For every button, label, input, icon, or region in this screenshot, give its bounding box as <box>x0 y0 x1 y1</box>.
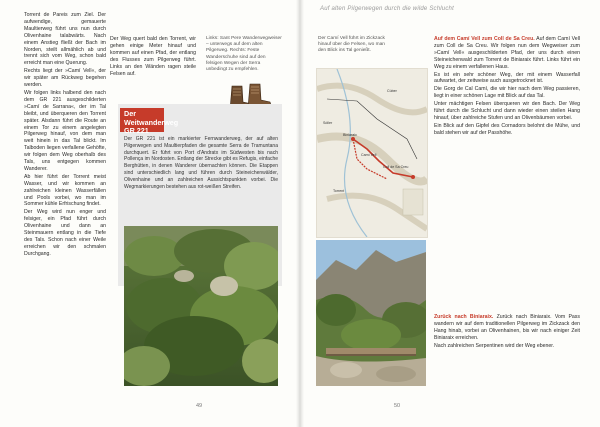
paragraph: Die Gorg de Cal Camí, die wir hier nach dem Weg passieren, liegt in einer schönen Lage mit Blick auf das Tal. <box>434 86 580 100</box>
mountain-bridge-photo <box>316 240 426 386</box>
page-number-right: 50 <box>394 403 401 409</box>
paragraph-body: Auf dem Camí Vell zum Coll de Sa Creu. Wir folgen nun dem Wegweiser zum »Camí Vell« ausgeschilderten Pfad, der uns durch einen Steineichenwald zum Torrent de Biniaraix führt. Links führt ein Weg zu einem verfallenen Haus. <box>434 36 580 70</box>
paragraph: Nach zahlreichen Serpentinen wird der Weg ebener. <box>434 342 555 349</box>
paragraph <box>434 314 580 342</box>
paragraph: Rechts liegt der »Camí Vell«, der wir später am Rückweg begehen werden. <box>24 68 106 89</box>
paragraph <box>434 36 580 71</box>
book-gutter <box>296 0 304 427</box>
map-label: Cúber <box>387 89 397 93</box>
section-heading: Auf dem Camí Vell zum Coll de Sa Creu. <box>434 36 535 42</box>
paragraph: Unter mächtigen Felsen überqueren wir den Bach. Der Weg führt durch die Schlucht und dann wieder einen steilen Hang hinauf, über zahlreiche Stufen und an Olivenbäumen vorbei. <box>434 101 580 121</box>
page-number-left: 49 <box>196 403 203 409</box>
info-box-title-line1: Der Weitwanderweg <box>124 109 179 127</box>
paragraph: Torrent de Pareis zum Ziel. Der aufwendige, gemauerte Maultierweg führt uns nun durch Olivenhaine talabwärts. Nach einem Anstieg fließt der Bach im Norden, steilt allmählich ab und trennt sich vom Weg, schon bald erreicht man eine Querung. <box>24 12 106 67</box>
info-box-title-line2: GR 221 <box>124 126 149 136</box>
left-column-2-top <box>110 36 196 102</box>
paragraph: Ein Blick auf den Gipfel des Cornadors belohnt die Mühe, und bald stehen wir auf der Passhöhe. <box>434 122 580 136</box>
paragraph: Ab hier führt der Torrent meist Wasser, und wir kommen an zahlreichen kleinen Wasserfällen und Pools vorbei, wo man im Sommer kühle Erfrischung findet. <box>24 173 106 208</box>
paragraph-body: Zurück nach Biniaraix. Vom Pass wandern wir auf dem traditionellen Pilgerweg im Zickzack den Hang hinab, vorbei an Olivenhainen, bis wir nach einiger Zeit Biniaraix erreichen. <box>434 314 580 341</box>
paragraph: Wir folgen links halbend den nach dem GR 221 ausgeschilderten »Camí de Sarrana«, der im Tal bleibt, und überqueren den Torrent später. Alsdann führt die Route an einem Tor zu einem angelegten Pilgerweg hinauf, von dem man weit hinein in das Tal blickt. Im Talboden liegen verfallene Gehöfte, wir folgen dem Weg oberhalb des Tals, uns entgegen kommen Wanderer. <box>24 89 106 172</box>
info-box-title <box>120 108 179 136</box>
running-header: Auf alten Pilgerwegen durch die wilde Schlucht <box>320 6 454 12</box>
right-column-bottom <box>434 314 580 406</box>
map-label: Biniaraix <box>343 133 357 137</box>
paragraph: Der Weg quert bald den Torrent, wir gehen einige Meter hinauf und kommen auf einen Pfad, der entlang des Flusses zum Pilgerweg führt. Links an den Wänden ragen steile Felsen auf. <box>110 36 196 77</box>
boots-caption: Links: Sant Pere Wanderwegweiser – unterwegs auf dem alten Pilgerweg. Rechts: Feste Wanderschuhe sind auf den felsigen Wegen der Serra unbedingt zu empfehlen. <box>206 36 282 73</box>
left-column-1 <box>24 12 106 404</box>
map-label: Coll de Sa Creu <box>383 165 409 169</box>
paragraph: Der Weg wird nun enger und felsiger, ein Pfad führt durch Olivenhaine und dann an Steinmauern entlang in die Tiefe des Tals. Schon nach einer Weile erreichen wir den schmalen Durchgang. <box>24 209 106 257</box>
info-box-body: Der GR 221 ist ein markierter Fernwanderweg, der auf alten Pilgerwegen und Maultierpfaden die gesamte Serra de Tramuntana durchquert. Er führt von Port d'Andratx im Südwesten bis nach Pollença im Nordosten. Entlang der Strecke gibt es Refugis, einfache Berghütten, in denen Wanderer übernachten können. Die Etappen sind unterschiedlich lang und führen durch Steineichenwälder, Olivenhaine und an zahlreichen Aussichtspunkten vorbei. Die Wegmarkierungen bestehen aus rot-weißen Streifen. <box>124 136 278 190</box>
valley-vegetation-photo <box>124 226 278 386</box>
right-column-top <box>434 36 580 238</box>
map-label: Sóller <box>323 121 333 125</box>
route-map <box>316 68 428 238</box>
section-heading: Zurück nach Biniaraix. <box>434 314 494 320</box>
map-caption: Der Camí Vell führt im Zickzack hinauf über die Felsen, wo man den Blick ins Tal genießt. <box>318 36 385 54</box>
map-label: Camí Vell <box>361 153 377 157</box>
map-label: Torrent <box>333 189 345 193</box>
paragraph: Es ist ein sehr schöner Weg, der mit einem Wasserfall aufwartet, der zeitweise auch ausgetrocknet ist. <box>434 71 580 85</box>
